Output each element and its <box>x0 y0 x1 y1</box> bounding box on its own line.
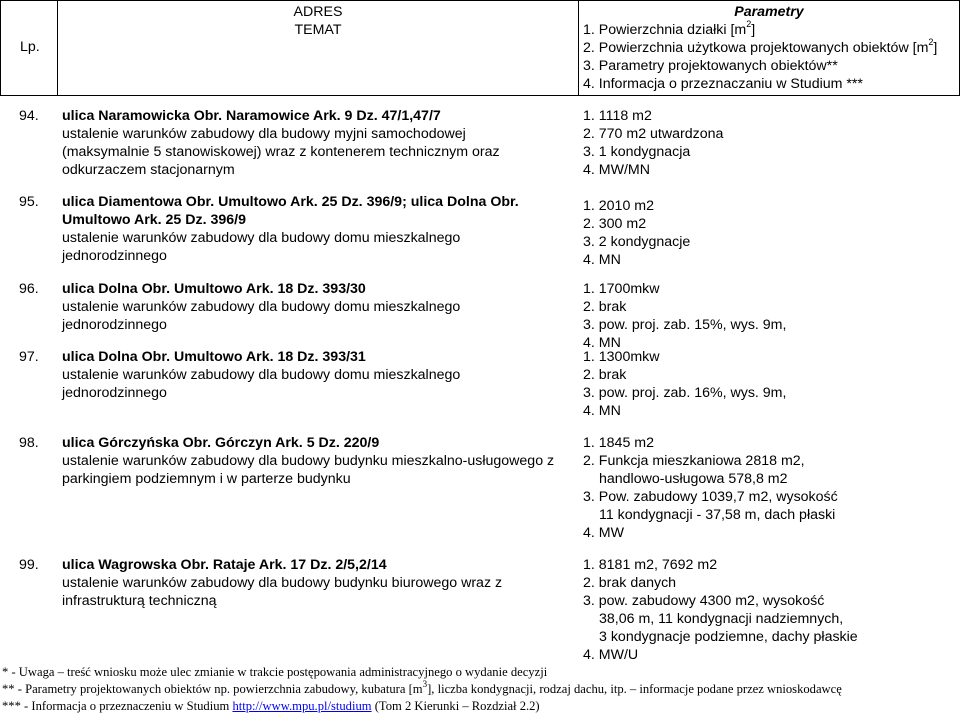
row-lp: 96. <box>19 281 39 297</box>
row-param: 3 kondygnacje podziemne, dachy płaskie <box>599 629 858 645</box>
row-param: 4. MN <box>583 335 621 351</box>
row-param: 1. 1845 m2 <box>583 435 654 451</box>
header-lp: Lp. <box>20 39 40 55</box>
row-param: handlowo-usługowa 578,8 m2 <box>599 471 788 487</box>
row-adres: ulica Górczyńska Obr. Górczyn Ark. 5 Dz. 220/9 <box>62 435 380 451</box>
row-param: 2. brak danych <box>583 575 677 591</box>
row-param: 2. brak <box>583 367 627 383</box>
row-temat-line: ustalenie warunków zabudowy dla budowy budynku biurowego wraz z <box>62 575 503 591</box>
row-param: 3. Pow. zabudowy 1039,7 m2, wysokość <box>583 489 838 505</box>
footnote-2: ** - Parametry projektowanych obiektów np. powierzchnia zabudowy, kubatura $[m^3]$, liczba kondygnacji, rodzaj dachu, itp. – informacje podane przez wnioskodawcę <box>2 678 842 696</box>
header-parametry-title: Parametry <box>734 4 804 20</box>
header-param-3: 3. Parametry projektowanych obiektów** <box>583 58 838 74</box>
row-temat-line: ustalenie warunków zabudowy dla budowy domu mieszkalnego <box>62 230 461 246</box>
row-param: 4. MW/U <box>583 647 639 663</box>
row-param: 2. brak <box>583 299 627 315</box>
row-adres: ulica Dolna Obr. Umultowo Ark. 18 Dz. 393/30 <box>62 281 366 297</box>
row-param: 11 kondygnacji - 37,58 m, dach płaski <box>599 507 836 523</box>
row-param: 1. 1300mkw <box>583 349 660 365</box>
row-temat-line: jednorodzinnego <box>62 385 167 401</box>
row-adres: ulica Dolna Obr. Umultowo Ark. 18 Dz. 393/31 <box>62 349 366 365</box>
row-temat-line: ustalenie warunków zabudowy dla budowy budynku mieszkalno-usługowego z <box>62 453 555 469</box>
row-adres: Umultowo Ark. 25 Dz. 396/9 <box>62 212 246 228</box>
row-param: 1. 2010 m2 <box>583 198 654 214</box>
row-param: 4. MN <box>583 252 621 268</box>
row-param: 4. MW/MN <box>583 162 650 178</box>
row-lp: 98. <box>19 435 39 451</box>
row-param: 4. MW <box>583 525 624 541</box>
row-temat-line: (maksymalnie 5 stanowiskowej) wraz z kontenerem technicznym oraz <box>62 144 500 160</box>
header-top-border <box>0 0 960 1</box>
row-param: 2. 770 m2 utwardzona <box>583 126 724 142</box>
row-param: 1. 8181 m2, 7692 m2 <box>583 557 718 573</box>
row-lp: 94. <box>19 108 39 124</box>
row-param: 3. pow. proj. zab. 15%, wys. 9m, <box>583 317 787 333</box>
row-lp: 95. <box>19 194 39 210</box>
footnote-3: *** - Informacja o przeznaczeniu w Studium http://www.mpu.pl/studium (Tom 2 Kierunki – Rozdział 2.2) <box>2 699 540 713</box>
header-param-4: 4. Informacja o przeznaczaniu w Studium *** <box>583 76 863 92</box>
row-param: 3. 1 kondygnacja <box>583 144 691 160</box>
studium-link[interactable]: http://www.mpu.pl/studium <box>232 699 372 713</box>
row-lp: 97. <box>19 349 39 365</box>
row-temat-line: odkurzaczem stacjonarnym <box>62 162 235 178</box>
row-lp: 99. <box>19 557 39 573</box>
header-param-2: 2. Powierzchnia użytkowa projektowanych obiektów $[m^2]$ <box>583 37 938 56</box>
header-left-border <box>0 0 1 95</box>
row-param: 3. pow. zabudowy 4300 m2, wysokość <box>583 593 825 609</box>
row-temat-line: jednorodzinnego <box>62 317 167 333</box>
row-temat-line: jednorodzinnego <box>62 248 167 264</box>
header-adres: ADRES <box>293 4 343 20</box>
row-temat-line: infrastrukturą techniczną <box>62 593 217 609</box>
row-param: 2. Funkcja mieszkaniowa 2818 m2, <box>583 453 805 469</box>
row-param: 3. pow. proj. zab. 16%, wys. 9m, <box>583 385 787 401</box>
row-param: 2. 300 m2 <box>583 216 647 232</box>
row-temat-line: ustalenie warunków zabudowy dla budowy domu mieszkalnego <box>62 367 461 383</box>
row-temat-line: ustalenie warunków zabudowy dla budowy myjni samochodowej <box>62 126 466 142</box>
row-param: 1. 1118 m2 <box>583 108 652 124</box>
row-temat-line: parkingiem podziemnym i w parterze budynku <box>62 471 351 487</box>
row-adres: ulica Naramowicka Obr. Naramowice Ark. 9 Dz. 47/1,47/7 <box>62 108 441 124</box>
header-bottom-border <box>0 95 960 96</box>
row-param: 1. 1700mkw <box>583 281 660 297</box>
header-param-1: 1. Powierzchnia działki $[m^2]$ <box>583 19 756 38</box>
row-param: 38,06 m, 11 kondygnacji nadziemnych, <box>599 611 844 627</box>
row-adres: ulica Wagrowska Obr. Rataje Ark. 17 Dz. 2/5,2/14 <box>62 557 387 573</box>
row-param: 4. MN <box>583 403 621 419</box>
row-adres: ulica Diamentowa Obr. Umultowo Ark. 25 Dz. 396/9; ulica Dolna Obr. <box>62 194 519 210</box>
header-temat: TEMAT <box>294 22 342 38</box>
row-param: 3. 2 kondygnacje <box>583 234 691 250</box>
row-temat-line: ustalenie warunków zabudowy dla budowy domu mieszkalnego <box>62 299 461 315</box>
footnote-1: * - Uwaga – treść wniosku może ulec zmianie w trakcie postępowania administracyjnego o wydanie decyzji <box>2 665 548 679</box>
